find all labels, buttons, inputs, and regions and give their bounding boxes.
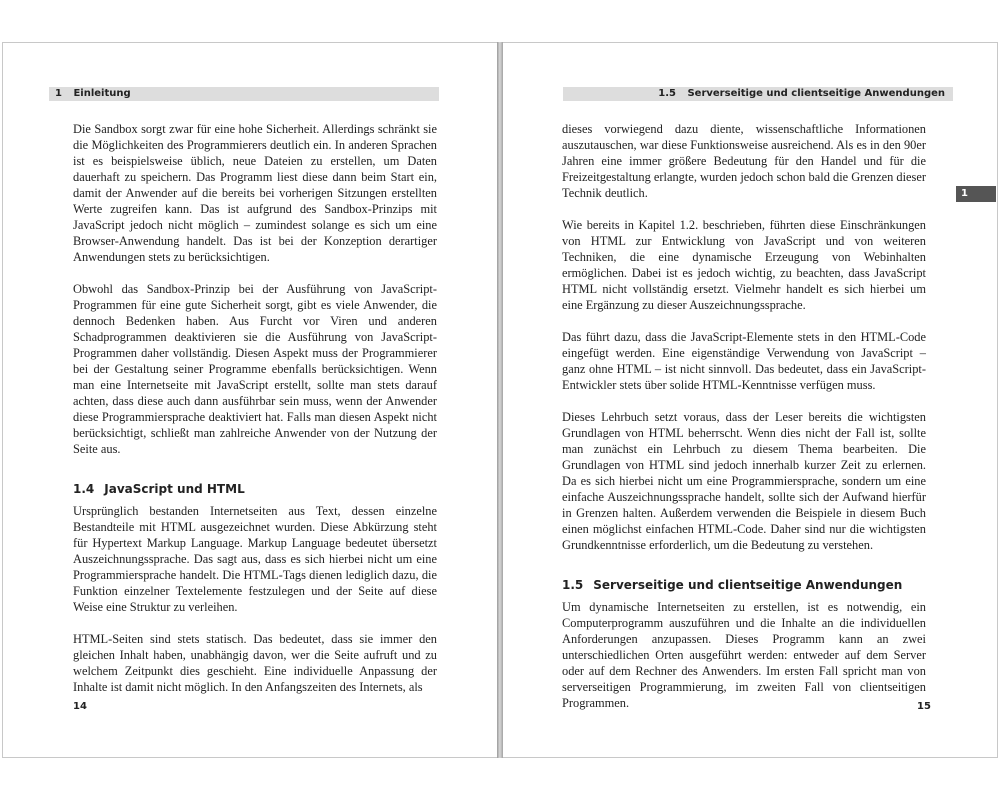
section-title: JavaScript und HTML — [104, 482, 245, 496]
paragraph: Wie bereits in Kapitel 1.2. beschrieben, führten diese Einschränkungen von HTML zur Entwicklung von JavaScript und von weiteren Techniken, die eine dynamische Erzeugung von Webinhalten ermöglichen. Dabei ist es jedoch wichtig, zu beachten, dass JavaScript HTML nicht vollständig ersetzt. Vielmehr handelt es sich hierbei um eine Ergänzung zu dieser Auszeichnungssprache. — [562, 218, 926, 312]
running-head-chapter-number: 1 — [55, 88, 62, 99]
paragraph: dieses vorwiegend dazu diente, wissenschaftliche Informationen auszutauschen, war diese Funktionsweise ausreichend. Als es in den 90er Jahren eine immer größere Bedeutung für den Handel und für die Freizeitgestaltung erlangte, wurden jedoch schon bald die Grenzen dieser Technik deutlich. — [562, 122, 926, 200]
section-heading-1-4 — [73, 481, 437, 497]
running-head-left — [49, 87, 439, 101]
section-title: Serverseitige und clientseitige Anwendungen — [593, 578, 903, 592]
running-head-chapter-title: Einleitung — [73, 88, 131, 99]
running-head-section-title: Serverseitige und clientseitige Anwendungen — [687, 88, 945, 99]
chapter-thumb-tab: 1 — [956, 186, 996, 202]
running-head-section-number: 1.5 — [658, 88, 676, 99]
paragraph: Obwohl das Sandbox-Prinzip bei der Ausführung von JavaScript-Programmen für eine gute Sicherheit sorgt, gibt es viele Anwender, die dennoch Bedenken haben. Aus Furcht vor Viren und anderen Schadprogrammen deaktivieren sie die Ausführung von JavaScript-Programmen daher vollständig. Diesen Aspekt muss der Programmierer bei der Gestaltung seiner Programme ebenfalls berücksichtigen. Wenn man eine Internetseite mit JavaScript erstellt, sollte man stets darauf achten, dass diese auch dann ausführbar sein muss, wenn der Anwender diese Programmiersprache deaktiviert hat. Falls man diesen Aspekt nicht berücksichtigt, schließt man zahlreiche Anwender von der Nutzung der Seite aus. — [73, 282, 437, 456]
running-head-right — [563, 87, 953, 101]
section-number: 1.4 — [73, 482, 95, 496]
right-page-body — [562, 121, 926, 727]
section-heading-1-5 — [562, 577, 926, 593]
paragraph: Ursprünglich bestanden Internetseiten aus Text, dessen einzelne Bestandteile mit HTML ausgezeichnet wurden. Diese Abkürzung steht für Hypertext Markup Language. Markup Language bedeutet übersetzt Auszeichnungssprache. Das sagt aus, dass es sich hierbei nicht um eine Programmiersprache handelt. Die HTML-Tags dienen lediglich dazu, die Funktion einzelner Textelemente festzulegen und der Seite auf diese Weise eine Struktur zu verleihen. — [73, 504, 437, 614]
paragraph: HTML-Seiten sind stets statisch. Das bedeutet, dass sie immer den gleichen Inhalt haben, unabhängig davon, wer die Seite aufruft und zu welchem Zeitpunkt dies geschieht. Eine individuelle Anpassung der Inhalte ist damit nicht möglich. In den Anfangszeiten des Internets, als — [73, 632, 437, 694]
left-page-body — [73, 121, 437, 711]
paragraph: Um dynamische Internetseiten zu erstellen, ist es notwendig, ein Computerprogramm auszuführen und die Inhalte an die individuellen Anforderungen anzupassen. Dieses Programm kann an zwei unterschiedlichen Orten ausgeführt werden: entweder auf dem Server oder auf dem Rechner des Anwenders. Im ersten Fall spricht man von serverseitigen Programmierung, im zweiten Fall von clientseitigen Programmen. — [562, 600, 926, 710]
paragraph: Die Sandbox sorgt zwar für eine hohe Sicherheit. Allerdings schränkt sie die Möglichkeiten des Programmierers deutlich ein. In anderen Sprachen ist es beispielsweise üblich, neue Dateien zu erstellen, um Daten dauerhaft zu speichern. Das Programm liest diese dann beim Start ein, damit der Anwender auf die bereits bei vorherigen Sitzungen erstellten Werte zugreifen kann. Das ist aufgrund des Sandbox-Prinzips mit JavaScript jedoch nicht möglich – zumindest solange es sich um eine Browser-Anwendung handelt. Das ist bei der Konzeption derartiger Anwendungen stets zu berücksichtigen. — [73, 122, 437, 264]
page-number-right: 15 — [917, 701, 931, 712]
paragraph: Dieses Lehrbuch setzt voraus, dass der Leser bereits die wichtigsten Grundlagen von HTML beherrscht. Wenn dies nicht der Fall ist, sollte man zunächst ein Lehrbuch zu diesem Thema bearbeiten. Die Grundlagen von HTML sind jedoch innerhalb kurzer Zeit zu erlernen. Da es sich hierbei nicht um eine Programmiersprache, sondern um eine einfache Auszeichnungssprache handelt, sollte sich der Aufwand hierfür in Grenzen halten. Außerdem verwenden die Beispiele in diesem Buch einen möglichst einfachen HTML-Code. Daher sind nur die wichtigsten Grundkenntnisse erforderlich, um die Bedeutung zu verstehen. — [562, 410, 926, 552]
left-page — [2, 42, 497, 758]
right-page — [503, 42, 998, 758]
section-number: 1.5 — [562, 578, 584, 592]
page-number-left: 14 — [73, 701, 87, 712]
paragraph: Das führt dazu, dass die JavaScript-Elemente stets in den HTML-Code eingefügt werden. Eine eigenständige Verwendung von JavaScript – ganz ohne HTML – ist nicht sinnvoll. Das bedeutet, dass ein JavaScript-Entwickler stets über solide HTML-Kenntnisse verfügen muss. — [562, 330, 926, 392]
